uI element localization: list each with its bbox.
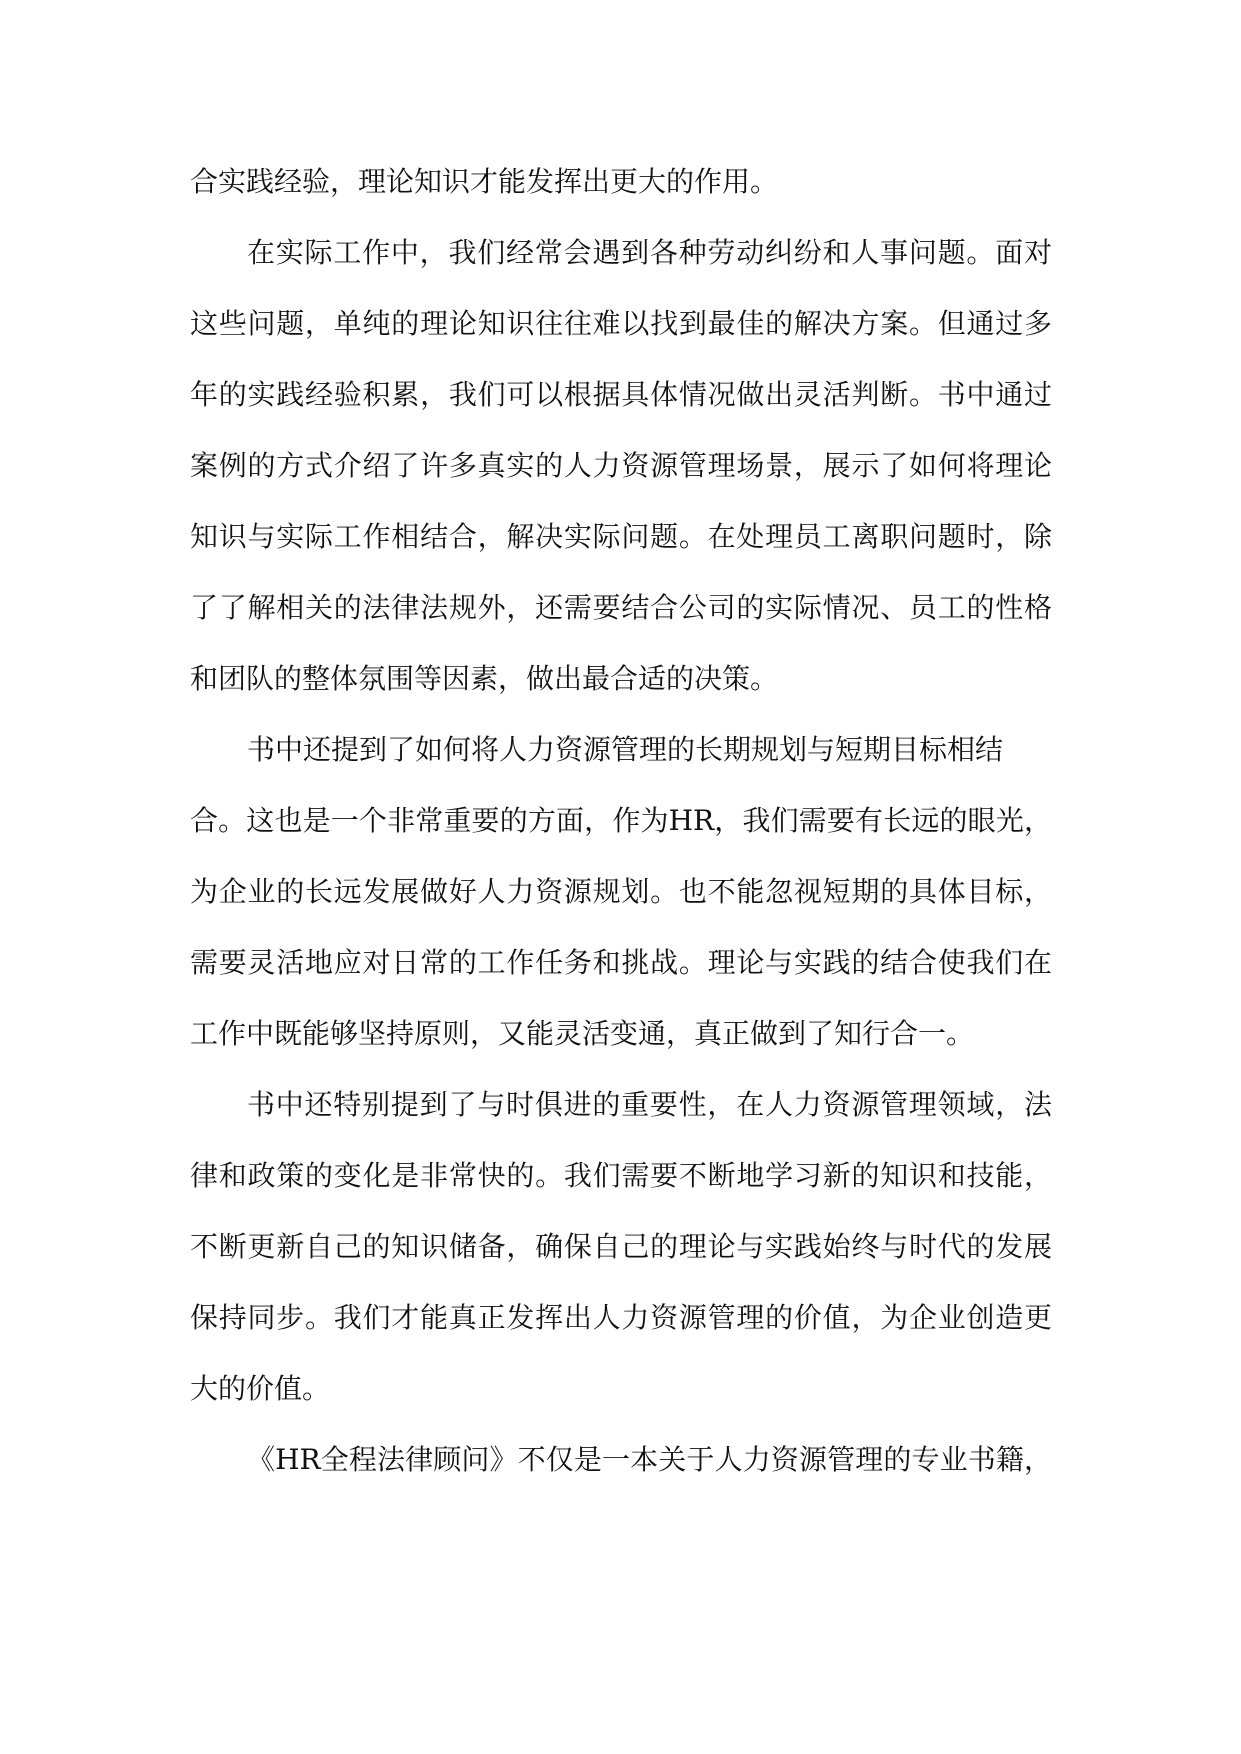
text-line: 年的实践经验积累，我们可以根据具体情况做出灵活判断。书中通过 [190,378,1052,411]
text-line: 合实践经验，理论知识才能发挥出更大的作用。 [190,165,779,198]
text-line: 案例的方式介绍了许多真实的人力资源管理场景，展示了如何将理论 [190,449,1052,482]
text-line: 不断更新自己的知识储备，确保自己的理论与实践始终与时代的发展 [190,1230,1052,1263]
body-text [190,146,1052,1495]
text-line: 为企业的长远发展做好人力资源规划。也不能忽视短期的具体目标， [190,875,1052,908]
text-line: 知识与实际工作相结合，解决实际问题。在处理员工离职问题时，除 [190,520,1052,553]
text-line: 了了解相关的法律法规外，还需要结合公司的实际情况、员工的性格 [190,591,1052,624]
text-line: 需要灵活地应对日常的工作任务和挑战。理论与实践的结合使我们在 [190,946,1052,979]
text-line: 在实际工作中，我们经常会遇到各种劳动纠纷和人事问题。面对 [247,236,1052,269]
text-line: 书中还特别提到了与时俱进的重要性，在人力资源管理领域，法 [247,1088,1052,1121]
text-line: 大的价值。 [190,1372,331,1405]
text-line: 和团队的整体氛围等因素，做出最合适的决策。 [190,662,779,695]
text-line: 这些问题，单纯的理论知识往往难以找到最佳的解决方案。但通过多 [190,307,1052,340]
text-line: 律和政策的变化是非常快的。我们需要不断地学习新的知识和技能， [190,1159,1052,1192]
text-line: 合。这也是一个非常重要的方面，作为HR，我们需要有长远的眼光， [190,804,1052,837]
text-line: 工作中既能够坚持原则，又能灵活变通，真正做到了知行合一。 [190,1017,975,1050]
text-line: 书中还提到了如何将人力资源管理的长期规划与短期目标相结 [247,733,1004,766]
text-line: 《HR全程法律顾问》不仅是一本关于人力资源管理的专业书籍， [247,1443,1052,1476]
text-line: 保持同步。我们才能真正发挥出人力资源管理的价值，为企业创造更 [190,1301,1052,1334]
